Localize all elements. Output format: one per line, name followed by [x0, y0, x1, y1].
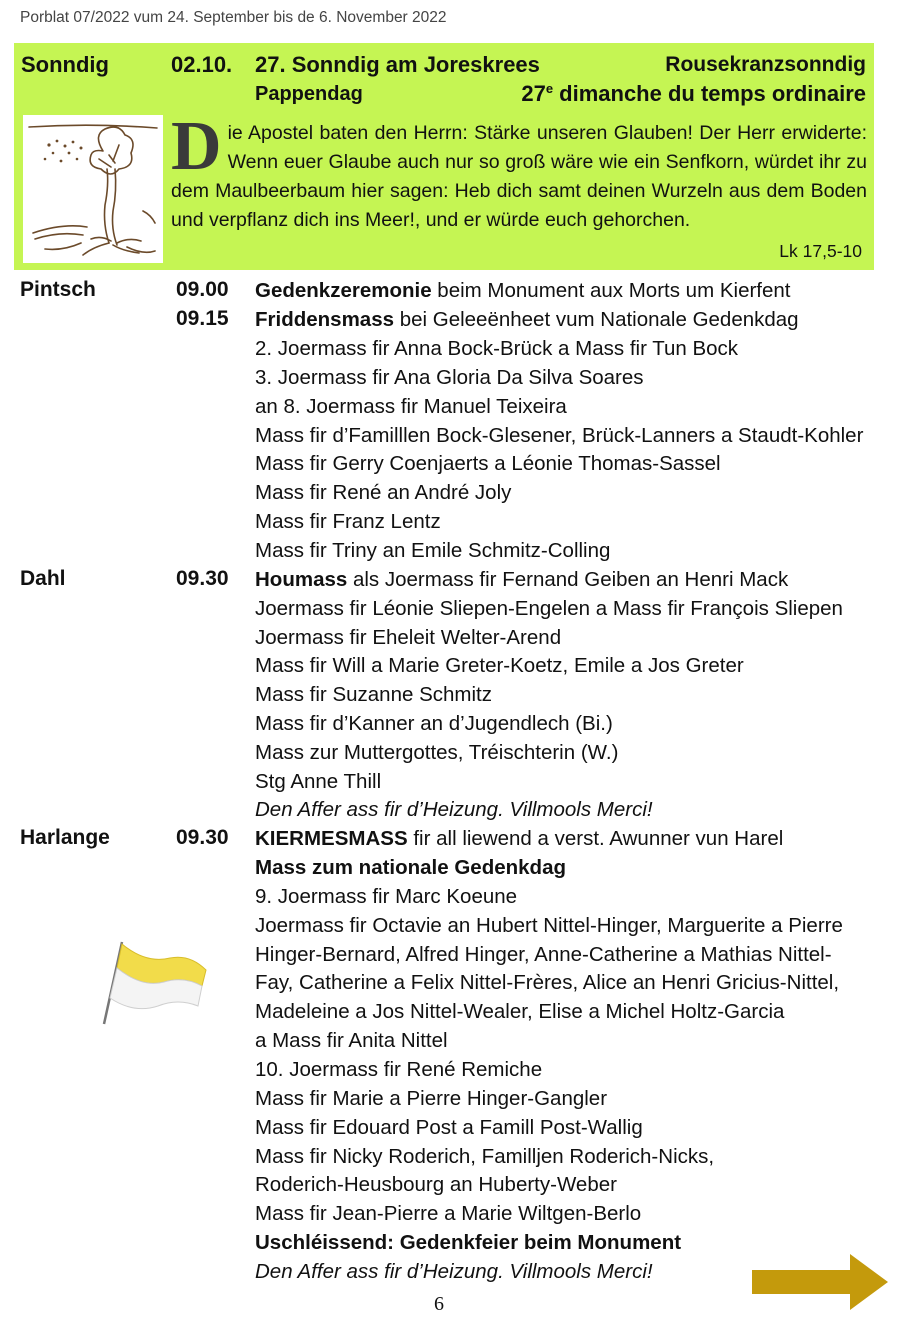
harlange-mass: Fay, Catherine a Felix Nittel-Frères, Alice an Henri Gricius-Nittel, — [255, 971, 840, 994]
dahl-mass: Stg Anne Thill — [255, 770, 382, 793]
mustard-tree-sketch-icon — [23, 115, 163, 263]
harlange-line-2 — [255, 856, 566, 880]
harlange-mass: Hinger-Bernard, Alfred Hinger, Anne-Catherine a Mathias Nittel- — [255, 943, 832, 966]
pintsch-line-2-bold: Friddensmass — [255, 308, 394, 331]
pintsch-mass: 2. Joermass fir Anna Bock-Brück a Mass fir Tun Bock — [255, 337, 739, 360]
harlange-line-1-rest: fir all liewend a verst. Awunner vun Harel — [407, 827, 784, 850]
dahl-line-1-rest: als Joermass fir Fernand Geiben an Henri Mack — [347, 568, 789, 591]
dahl-mass: Mass zur Muttergottes, Tréischterin (W.) — [255, 741, 619, 764]
pintsch-line-1-rest: beim Monument aux Morts um Kierfent — [431, 279, 791, 302]
banner-rosary-sunday: Rousekranzsonndig — [665, 53, 866, 76]
gospel-text: ie Apostel baten den Herrn: Stärke unseren Glauben! Der Herr erwiderte: Wenn euer Glaube auch nur so groß wäre wie ein Senfkorn, würdet ihr zu dem Maulbeerbaum hier sagen: Heb dich samt deinen Wurzeln aus dem Boden und verpflanz dich ins Meer!, und er würde euch gehorchen. — [171, 122, 867, 231]
banner-french-sup: e — [545, 81, 554, 96]
harlange-mass: Mass fir Nicky Roderich, Familljen Roderich-Nicks, — [255, 1145, 715, 1168]
banner-day: Sonndig — [21, 52, 109, 77]
harlange-mass: Mass fir Marie a Pierre Hinger-Gangler — [255, 1087, 608, 1110]
harlange-mass: Madeleine a Jos Nittel-Wealer, Elise a Michel Holtz-Garcia — [255, 1000, 785, 1023]
pintsch-line-1-bold: Gedenkzeremonie — [255, 279, 432, 302]
harlange-mass: Joermass fir Octavie an Hubert Nittel-Hinger, Marguerite a Pierre — [255, 914, 843, 937]
dahl-line-1-bold: Houmass — [255, 568, 348, 591]
pintsch-line-2-rest: bei Geleeënheet vum Nationale Gedenkdag — [394, 308, 799, 331]
banner-subtitle: Pappendag — [255, 83, 363, 105]
time-harlange: 09.30 — [176, 826, 229, 849]
dahl-mass: Mass fir Will a Marie Greter-Koetz, Emile a Jos Greter — [255, 654, 744, 677]
banner-french-num: 27 — [521, 81, 546, 106]
gospel-reference: Lk 17,5-10 — [779, 241, 862, 261]
harlange-mass: a Mass fir Anita Nittel — [255, 1029, 448, 1052]
banner-french-text: dimanche du temps ordinaire — [553, 81, 866, 106]
harlange-offering-note: Den Affer ass fir d’Heizung. Villmools Merci! — [255, 1260, 653, 1283]
pintsch-mass: Mass fir Triny an Emile Schmitz-Colling — [255, 539, 611, 562]
papal-flag-icon — [98, 936, 210, 1028]
sunday-banner — [14, 43, 874, 270]
harlange-mass: Mass fir Jean-Pierre a Marie Wiltgen-Berlo — [255, 1202, 642, 1225]
harlange-closing-bold: Uschléissend: Gedenkfeier beim Monument — [255, 1231, 682, 1254]
pintsch-line-2 — [255, 308, 799, 332]
pintsch-mass: Mass fir Gerry Coenjaerts a Léonie Thomas-Sassel — [255, 452, 721, 475]
time-pintsch-2: 09.15 — [176, 307, 229, 330]
pintsch-mass: Mass fir Franz Lentz — [255, 510, 441, 533]
dahl-mass: Joermass fir Eheleit Welter-Arend — [255, 626, 562, 649]
harlange-mass: Mass fir Edouard Post a Famill Post-Wallig — [255, 1116, 643, 1139]
place-dahl: Dahl — [20, 567, 66, 590]
pintsch-mass: Mass fir d’Familllen Bock-Glesener, Brück-Lanners a Staudt-Kohler — [255, 424, 864, 447]
dahl-mass: Mass fir d’Kanner an d’Jugendlech (Bi.) — [255, 712, 613, 735]
harlange-line-2-bold: Mass zum nationale Gedenkdag — [255, 856, 566, 879]
gospel-quote — [171, 108, 867, 235]
banner-french-title — [521, 81, 866, 107]
banner-date: 02.10. — [171, 52, 233, 77]
next-page-arrow-icon[interactable] — [752, 1252, 890, 1312]
pintsch-mass: an 8. Joermass fir Manuel Teixeira — [255, 395, 567, 418]
dahl-line-1 — [255, 568, 788, 592]
harlange-closing — [255, 1231, 681, 1255]
pintsch-line-1 — [255, 279, 790, 303]
time-dahl: 09.30 — [176, 567, 229, 590]
harlange-mass: 9. Joermass fir Marc Koeune — [255, 885, 518, 908]
dahl-mass: Joermass fir Léonie Sliepen-Engelen a Mass fir François Sliepen — [255, 597, 843, 620]
harlange-mass: Roderich-Heusbourg an Huberty-Weber — [255, 1173, 617, 1196]
gospel-dropcap: D — [171, 108, 222, 185]
banner-title: 27. Sonndig am Joreskrees — [255, 52, 540, 77]
page-number: 6 — [434, 1293, 444, 1315]
pintsch-mass: Mass fir René an André Joly — [255, 481, 512, 504]
dahl-offering-note: Den Affer ass fir d’Heizung. Villmools Merci! — [255, 798, 653, 821]
dahl-mass: Mass fir Suzanne Schmitz — [255, 683, 492, 706]
pintsch-mass: 3. Joermass fir Ana Gloria Da Silva Soares — [255, 366, 644, 389]
time-pintsch-1: 09.00 — [176, 278, 229, 301]
place-pintsch: Pintsch — [20, 278, 96, 301]
harlange-line-1-bold: KIERMESMASS — [255, 827, 408, 850]
place-harlange: Harlange — [20, 826, 110, 849]
harlange-mass: 10. Joermass fir René Remiche — [255, 1058, 543, 1081]
page-header: Porblat 07/2022 vum 24. September bis de 6. November 2022 — [20, 9, 447, 26]
harlange-line-1 — [255, 827, 783, 851]
